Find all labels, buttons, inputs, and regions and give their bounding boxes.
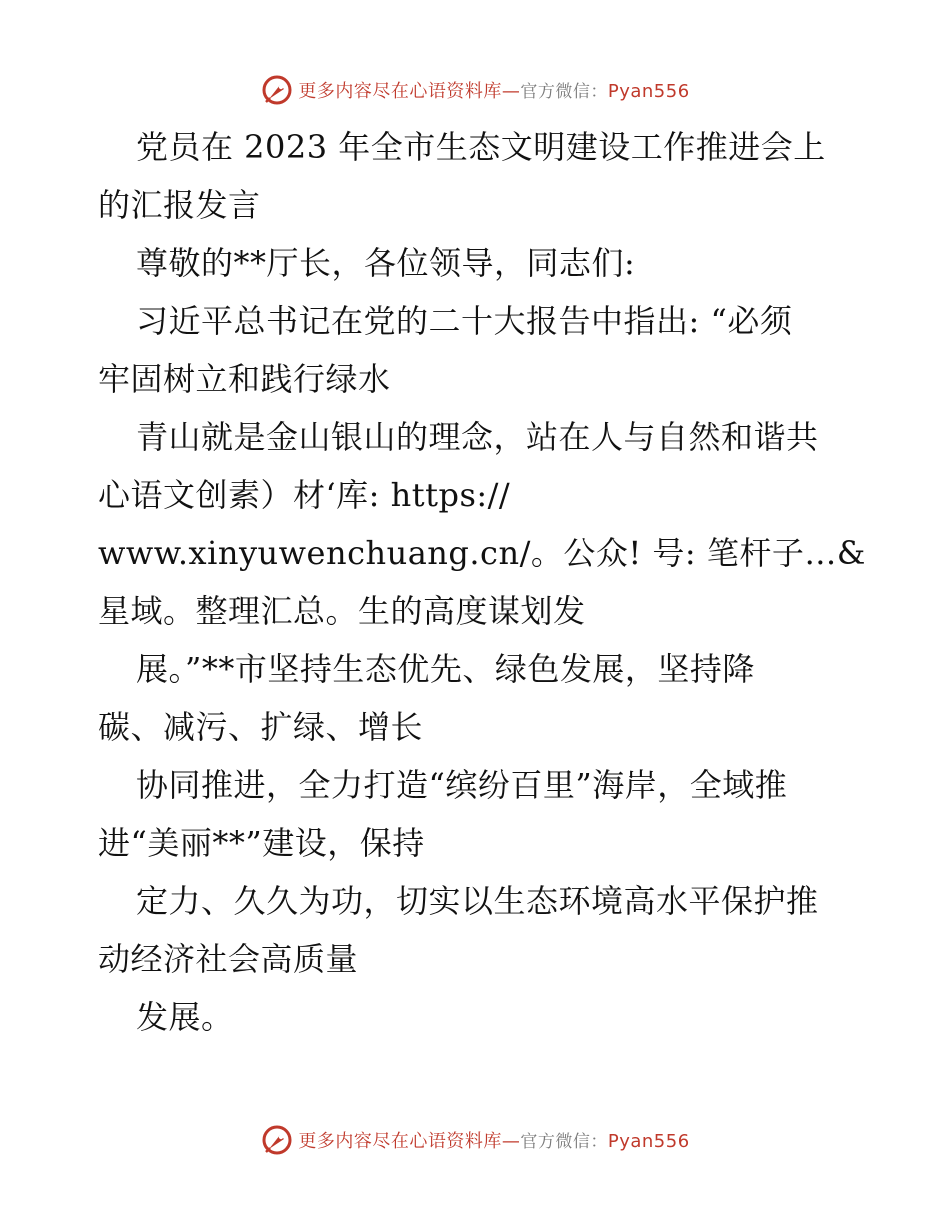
- header-watermark: [0, 70, 950, 110]
- watermark-official-label: 官方微信：: [520, 82, 608, 102]
- paragraph-line: 碳、减污、扩绿、增长: [98, 708, 424, 746]
- paragraph-line: 进“美丽**”建设，保持: [98, 824, 425, 862]
- paragraph-line: 青山就是金山银山的理念，站在人与自然和谐共: [136, 418, 819, 456]
- footer-watermark: [0, 1120, 950, 1160]
- paragraph-line: www.xinyuwenchuang.cn/。公众! 号: 笔杆子…&: [98, 534, 866, 572]
- watermark-wechat-id: Pyan556: [607, 81, 690, 102]
- paragraph-line: 发展。: [136, 998, 234, 1036]
- watermark-dash: —: [501, 81, 521, 102]
- pen-nib-logo-icon: [260, 73, 294, 107]
- paragraph-line: 展。”**市坚持生态优先、绿色发展，坚持降: [136, 650, 755, 688]
- pen-nib-logo-icon: [260, 1123, 294, 1157]
- paragraph-line: 定力、久久为功，切实以生态环境高水平保护推: [136, 882, 819, 920]
- paragraph-line: 协同推进，全力打造“缤纷百里”海岸，全域推: [136, 766, 788, 804]
- paragraph-line: 牢固树立和践行绿水: [98, 360, 391, 398]
- paragraph-line: 心语文创素）材‘库: https://: [98, 476, 511, 514]
- paragraph-line: 星域。整理汇总。生的高度谋划发: [98, 592, 586, 630]
- paragraph-line: 动经济社会高质量: [98, 940, 359, 978]
- watermark-text: 更多内容尽在心语资料库: [298, 1131, 502, 1152]
- salutation: 尊敬的**厅长，各位领导，同志们:: [136, 244, 636, 282]
- watermark-text: 更多内容尽在心语资料库: [298, 81, 502, 102]
- watermark-official-label: 官方微信：: [520, 1132, 608, 1152]
- title-line-1: 党员在 2023 年全市生态文明建设工作推进会上: [136, 128, 826, 166]
- paragraph-line: 习近平总书记在党的二十大报告中指出: “必须: [136, 302, 793, 340]
- title-line-2: 的汇报发言: [98, 186, 261, 224]
- watermark-dash: —: [501, 1131, 521, 1152]
- document-body: [98, 118, 868, 1046]
- watermark-wechat-id: Pyan556: [607, 1131, 690, 1152]
